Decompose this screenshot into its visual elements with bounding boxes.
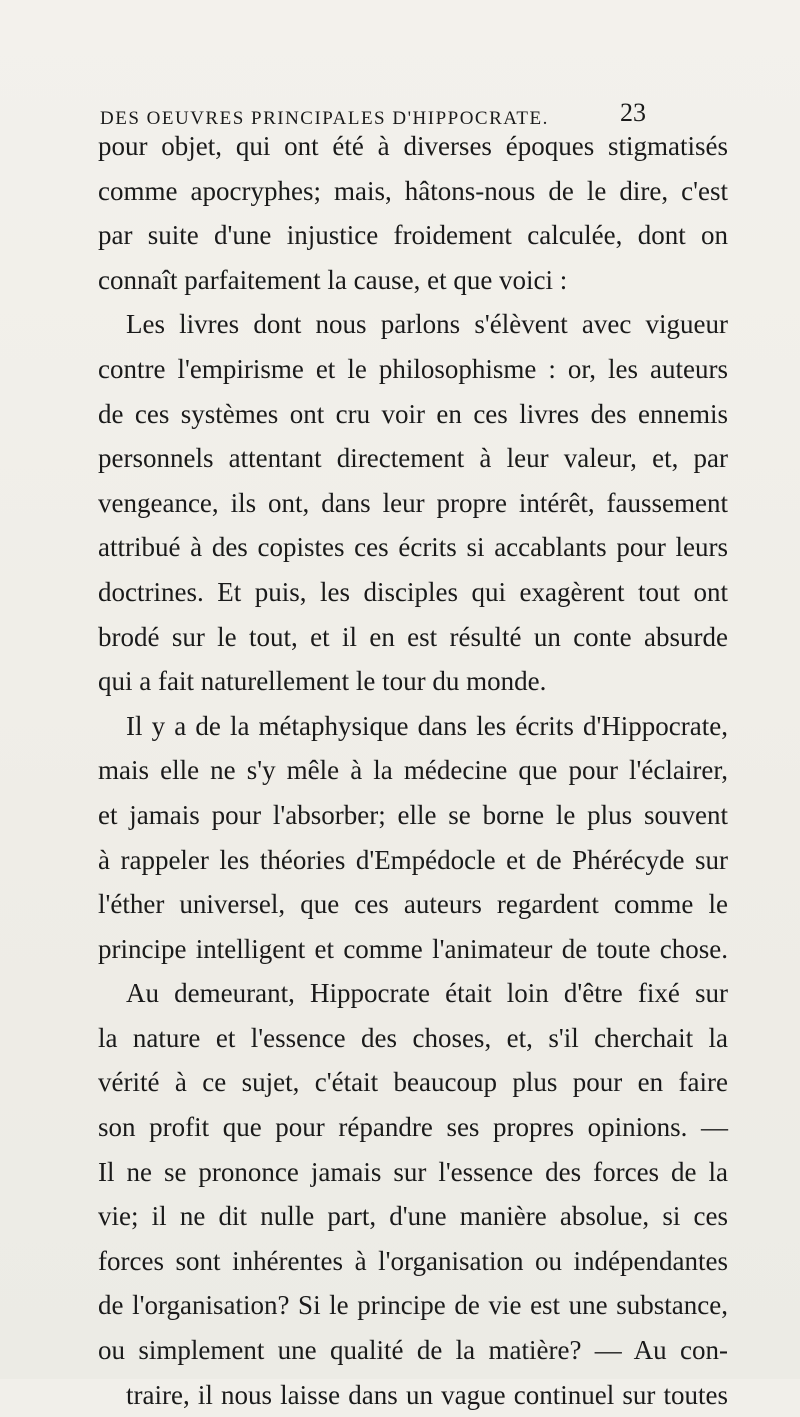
text-line: à rappeler les théories d'Empédocle et de Phérécyde sur xyxy=(98,844,728,875)
text-line: de l'organisation? Si le principe de vie est une substance, xyxy=(98,1290,728,1321)
running-head-title: DES OEUVRES PRINCIPALES D'HIPPOCRATE. xyxy=(100,108,549,129)
text-line: ou simplement une qualité de la matière? — Au con- xyxy=(98,1335,728,1366)
text-line: son profit que pour répandre ses propres opinions. — xyxy=(98,1112,728,1143)
text-line: par suite d'une injustice froidement calculée, dont on xyxy=(98,220,728,251)
text-line: contre l'empirisme et le philosophisme : or, les auteurs xyxy=(98,353,728,384)
text-line: et jamais pour l'absorber; elle se borne le plus souvent xyxy=(98,799,728,830)
text-line: de ces systèmes ont cru voir en ces livres des ennemis xyxy=(98,398,728,429)
text-line: brodé sur le tout, et il en est résulté un conte absurde xyxy=(98,621,728,652)
text-line: la nature et l'essence des choses, et, s'il cherchait la xyxy=(98,1022,728,1053)
text-line: Au demeurant, Hippocrate était loin d'être fixé sur xyxy=(126,978,728,1009)
text-line: comme apocryphes; mais, hâtons-nous de le dire, c'est xyxy=(98,175,728,206)
text-line: forces sont inhérentes à l'organisation ou indépendantes xyxy=(98,1245,728,1276)
text-line: Il ne se prononce jamais sur l'essence des forces de la xyxy=(98,1156,728,1187)
text-line: mais elle ne s'y mêle à la médecine que pour l'éclairer, xyxy=(98,755,728,786)
text-line: Il y a de la métaphysique dans les écrits d'Hippocrate, xyxy=(126,710,728,741)
running-head xyxy=(100,80,660,129)
text-line: pour objet, qui ont été à diverses époques stigmatisés xyxy=(98,131,728,161)
text-line: vengeance, ils ont, dans leur propre intérêt, faussement xyxy=(98,487,728,518)
body-text xyxy=(98,124,728,1417)
text-line: doctrines. Et puis, les disciples qui exagèrent tout ont xyxy=(98,576,728,607)
text-line: connaît parfaitement la cause, et que voici : xyxy=(98,264,568,295)
text-line: vie; il ne dit nulle part, d'une manière absolue, si ces xyxy=(98,1201,728,1232)
text-line: qui a fait naturellement le tour du monde. xyxy=(98,666,547,697)
text-line: personnels attentant directement à leur valeur, et, par xyxy=(98,443,728,474)
text-line: l'éther universel, que ces auteurs regardent comme le xyxy=(98,889,728,920)
page-number: 23 xyxy=(620,98,646,127)
text-line: traire, il nous laisse dans un vague continuel sur toutes xyxy=(126,1379,728,1410)
text-line: principe intelligent et comme l'animateur de toute chose. xyxy=(98,933,728,964)
text-line: Les livres dont nous parlons s'élèvent avec vigueur xyxy=(126,309,728,340)
text-line: attribué à des copistes ces écrits si accablants pour leurs xyxy=(98,532,728,563)
text-line: vérité à ce sujet, c'était beaucoup plus pour en faire xyxy=(98,1067,728,1098)
